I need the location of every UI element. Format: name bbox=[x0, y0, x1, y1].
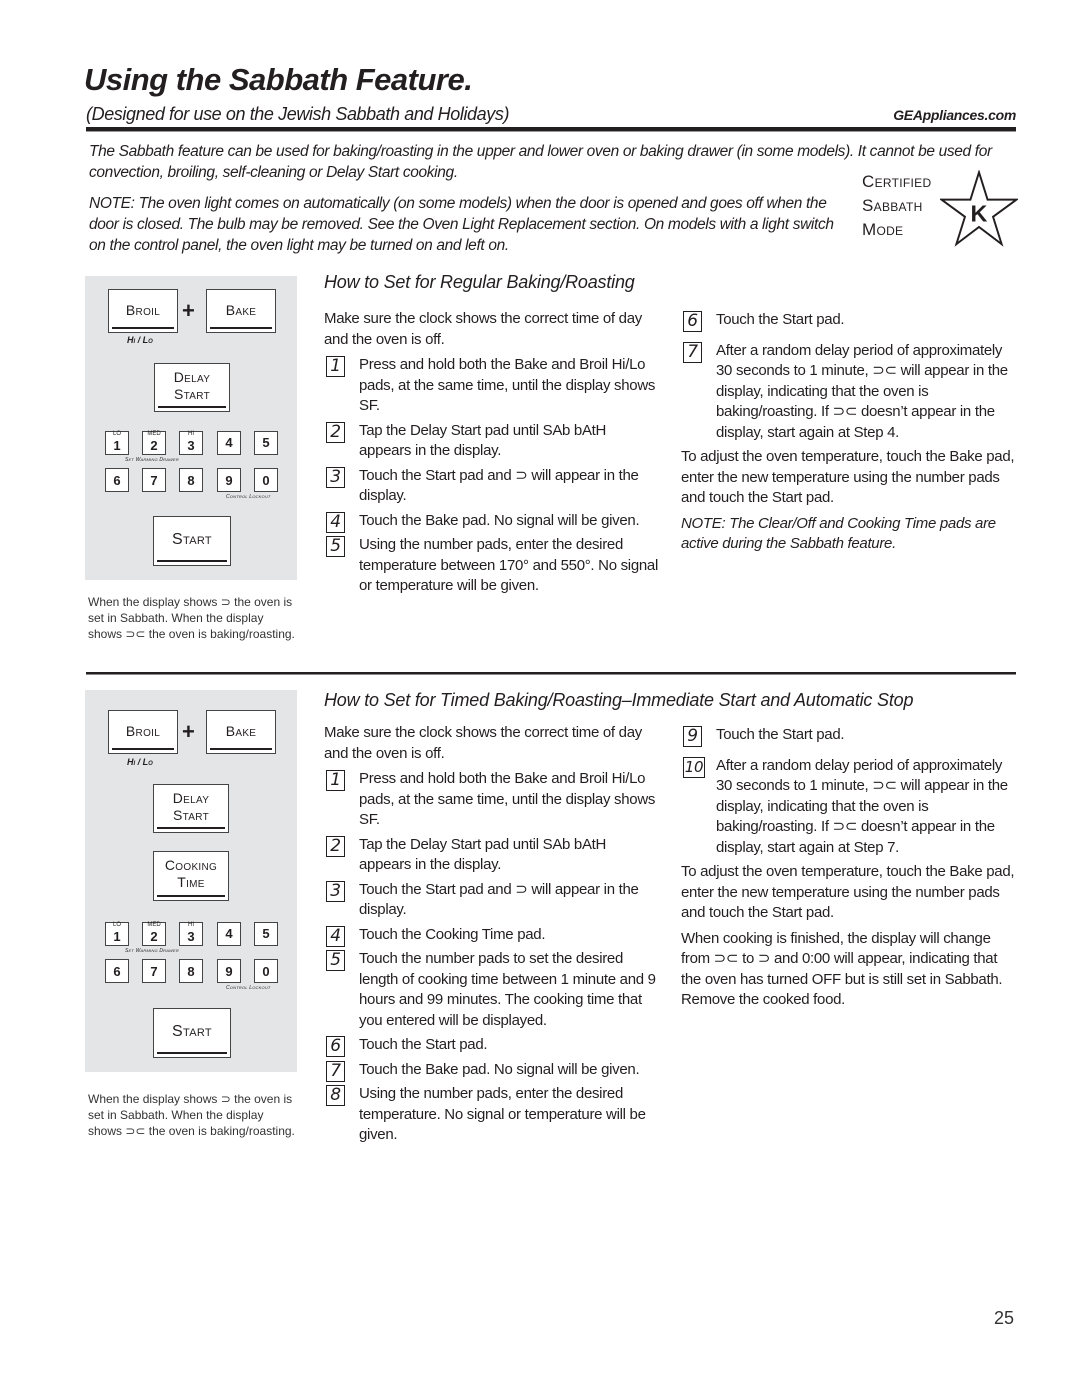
key-1[interactable]: LO 1 bbox=[105, 922, 129, 946]
step-1: 1 Press and hold both the Bake and Broil Hi/Lo pads, at the same time, until the display shows SF. bbox=[324, 355, 659, 417]
hi-lo-label: Hi / Lo bbox=[127, 335, 153, 345]
step-7: 7 After a random delay period of approximately 30 seconds to 1 minute, ⊃⊂ will appear in the display, indicating that the oven is baking/roasting. If ⊃⊂ doesn’t appear in the display, start again at Step 4. bbox=[681, 341, 1021, 444]
key-7[interactable]: 7 bbox=[142, 468, 166, 492]
key-2[interactable]: MED 2 bbox=[142, 431, 166, 455]
timed-column-left bbox=[324, 723, 659, 1150]
step-4: 4 Touch the Bake pad. No signal will be given. bbox=[324, 511, 659, 532]
section-divider bbox=[86, 672, 1016, 675]
key-3[interactable]: HI 3 bbox=[179, 431, 203, 455]
step-3: 3 Touch the Start pad and ⊃ will appear in the display. bbox=[324, 466, 659, 507]
start-pad[interactable]: Start bbox=[153, 1008, 231, 1058]
step-10: 10 After a random delay period of approximately 30 seconds to 1 minute, ⊃⊂ will appear in the display, indicating that the oven is baking/roasting. If ⊃⊂ doesn’t appear in the display, start again at Step 7. bbox=[684, 756, 1008, 856]
certified-sabbath-mode-badge bbox=[862, 170, 931, 242]
adjust-temp-text: To adjust the oven temperature, touch the Bake pad, enter the new temperature using the number pads and touch the Start pad. bbox=[681, 863, 1015, 921]
step-2: 2 Tap the Delay Start pad until SAb bAtH appears in the display. bbox=[324, 835, 659, 876]
regular-column-right bbox=[681, 310, 1021, 560]
start-pad[interactable]: Start bbox=[153, 516, 231, 566]
website-link[interactable]: GEAppliances.com bbox=[893, 107, 1016, 123]
finished-text: When cooking is finished, the display will change from ⊃⊂ to ⊃ and 0:00 will appear, indicating that the oven has turned OFF but is still set in Sabbath. Remove the cooked food. bbox=[681, 929, 1003, 1008]
section-heading-timed: How to Set for Timed Baking/Roasting–Immediate Start and Automatic Stop bbox=[324, 690, 914, 710]
panel-caption: When the display shows ⊃ the oven is set in Sabbath. When the display shows ⊃⊂ the oven is baking/roasting. bbox=[88, 595, 295, 641]
key-1[interactable]: LO 1 bbox=[105, 431, 129, 455]
key-8[interactable]: 8 bbox=[179, 468, 203, 492]
panel-caption: When the display shows ⊃ the oven is set in Sabbath. When the display shows ⊃⊂ the oven is baking/roasting. bbox=[88, 1092, 295, 1138]
step-2: 2 Tap the Delay Start pad until SAb bAtH appears in the display. bbox=[324, 421, 659, 462]
step-5: 5 Touch the number pads to set the desired length of cooking time between 1 minute and 9 hours and 99 minutes. The cooking time that you entered will be displayed. bbox=[324, 949, 659, 1031]
key-6[interactable]: 6 bbox=[105, 959, 129, 983]
step-4: 4 Touch the Cooking Time pad. bbox=[324, 925, 659, 946]
step-3: 3 Touch the Start pad and ⊃ will appear in the display. bbox=[324, 880, 659, 921]
key-6[interactable]: 6 bbox=[105, 468, 129, 492]
regular-intro: Make sure the clock shows the correct time of day and the oven is off. bbox=[324, 310, 642, 348]
key-3[interactable]: HI 3 bbox=[179, 922, 203, 946]
control-lockout-label: Control Lockout bbox=[226, 494, 271, 500]
note-text: NOTE: The Clear/Off and Cooking Time pads are active during the Sabbath feature. bbox=[681, 514, 996, 552]
cooking-time-pad[interactable]: Cooking Time bbox=[153, 851, 229, 901]
broil-pad[interactable]: Broil bbox=[108, 289, 178, 333]
key-4[interactable]: 4 bbox=[217, 431, 241, 455]
key-2[interactable]: MED 2 bbox=[142, 922, 166, 946]
key-7[interactable]: 7 bbox=[142, 959, 166, 983]
step-7: 7 Touch the Bake pad. No signal will be given. bbox=[324, 1060, 659, 1081]
bake-pad[interactable]: Bake bbox=[206, 710, 276, 754]
page-title: Using the Sabbath Feature. bbox=[84, 62, 473, 97]
plus-icon: + bbox=[182, 298, 195, 323]
hi-lo-label: Hi / Lo bbox=[127, 757, 153, 767]
control-panel-regular bbox=[85, 276, 297, 580]
intro-paragraph: The Sabbath feature can be used for baking/roasting in the upper and lower oven or baking drawer (in some models). It cannot be used for convection, broiling, self-cleaning or Delay Start cooking. bbox=[89, 143, 992, 181]
step-6: 6 Touch the Start pad. bbox=[681, 310, 1021, 331]
regular-column-left bbox=[324, 309, 659, 601]
broil-pad[interactable]: Broil bbox=[108, 710, 178, 754]
timed-intro: Make sure the clock shows the correct time of day and the oven is off. bbox=[324, 724, 642, 762]
key-4[interactable]: 4 bbox=[217, 922, 241, 946]
key-9[interactable]: 9 bbox=[217, 959, 241, 983]
set-warming-drawer-label: Set Warming Drawer bbox=[125, 948, 179, 954]
key-9[interactable]: 9 bbox=[217, 468, 241, 492]
control-lockout-label: Control Lockout bbox=[226, 985, 271, 991]
key-8[interactable]: 8 bbox=[179, 959, 203, 983]
set-warming-drawer-label: Set Warming Drawer bbox=[125, 457, 179, 463]
cert-line: Mode bbox=[862, 220, 904, 239]
bake-pad[interactable]: Bake bbox=[206, 289, 276, 333]
intro-note: NOTE: The oven light comes on automatically (on some models) when the door is opened and goes off when the door is closed. The bulb may be removed. See the Oven Light Replacement section. On models with a light switch on the control panel, the oven light may be turned on and left on. bbox=[89, 195, 834, 254]
key-5[interactable]: 5 bbox=[254, 922, 278, 946]
timed-column-right bbox=[681, 725, 1021, 1016]
adjust-temp-text: To adjust the oven temperature, touch the Bake pad, enter the new temperature using the number pads and touch the Start pad. bbox=[681, 448, 1015, 506]
step-1: 1 Press and hold both the Bake and Broil Hi/Lo pads, at the same time, until the display shows SF. bbox=[324, 769, 659, 831]
page-subtitle: (Designed for use on the Jewish Sabbath and Holidays) bbox=[86, 104, 510, 124]
step-6: 6 Touch the Start pad. bbox=[324, 1035, 659, 1056]
kosher-star-icon bbox=[940, 170, 1018, 248]
plus-icon: + bbox=[182, 719, 195, 744]
delay-start-pad[interactable]: Delay Start bbox=[154, 363, 230, 412]
svg-text:K: K bbox=[970, 200, 988, 227]
key-5[interactable]: 5 bbox=[254, 431, 278, 455]
cert-line: Sabbath bbox=[862, 196, 923, 215]
key-0[interactable]: 0 bbox=[254, 468, 278, 492]
cert-line: Certified bbox=[862, 172, 932, 191]
header-rule bbox=[86, 127, 1016, 132]
step-5: 5 Using the number pads, enter the desired temperature between 170° and 550°. No signal or temperature will be given. bbox=[324, 535, 659, 597]
section-heading-regular: How to Set for Regular Baking/Roasting bbox=[324, 272, 635, 292]
control-panel-timed bbox=[85, 690, 297, 1072]
key-0[interactable]: 0 bbox=[254, 959, 278, 983]
page-number: 25 bbox=[993, 1308, 1014, 1328]
step-9: 9 Touch the Start pad. bbox=[681, 725, 1021, 746]
step-8: 8 Using the number pads, enter the desired temperature. No signal or temperature will be given. bbox=[324, 1084, 659, 1146]
delay-start-pad[interactable]: Delay Start bbox=[153, 784, 229, 833]
